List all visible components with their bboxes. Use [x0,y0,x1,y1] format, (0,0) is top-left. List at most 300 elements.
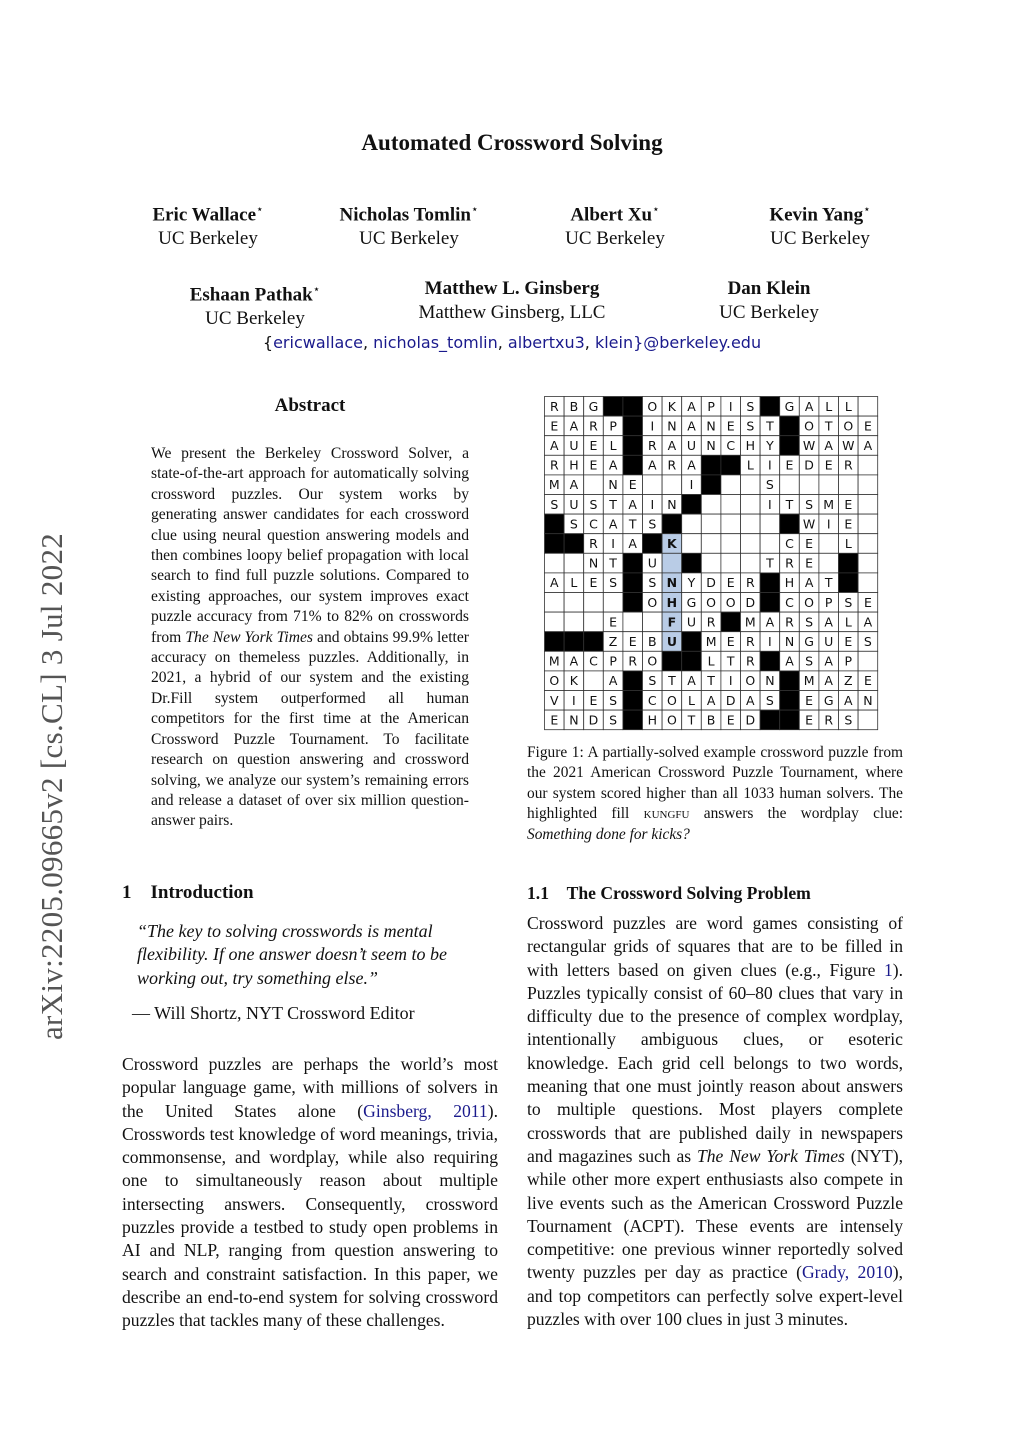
grid-letter: S [765,477,774,493]
grid-letter: R [706,614,716,630]
grid-letter: T [628,516,637,532]
grid-block [623,671,643,691]
epigraph-attribution: — Will Shortz, NYT Crossword Editor [132,1003,415,1023]
grid-letter: R [785,614,794,630]
grid-letter: O [666,692,677,708]
grid-cell [564,593,584,613]
grid-letter: D [804,457,814,473]
grid-block [780,436,800,456]
equal-contrib-mark: ⋆ [470,202,479,216]
grid-letter: H [569,457,579,473]
grid-cell [721,475,741,495]
grid-letter: E [726,575,735,591]
author-name: Matthew L. Ginsberg [424,278,600,299]
grid-letter: A [824,438,833,453]
grid-letter: D [745,712,756,728]
grid-letter: O [647,653,658,669]
grid-letter: T [726,653,735,669]
grid-letter: E [550,712,559,728]
grid-letter: T [609,496,617,512]
citation-link[interactable]: Ginsberg, 2011 [363,1100,488,1121]
grid-letter: E [628,634,637,649]
grid-letter: C [647,692,657,708]
email-link[interactable]: nicholas_tomlin [373,333,498,352]
grid-letter: T [609,555,617,571]
grid-letter: B [648,634,657,649]
grid-block [545,534,565,554]
grid-letter: A [804,398,814,414]
grid-letter: I [650,496,655,512]
grid-letter: G [686,594,697,610]
grid-letter: I [826,516,831,532]
grid-letter: T [707,673,715,689]
grid-letter: O [666,712,677,728]
section-heading: 1 Introduction [122,882,254,903]
grid-block [760,593,780,613]
grid-letter: A [667,438,677,453]
grid-letter: T [785,496,794,512]
grid-cell [819,553,839,573]
grid-letter: M [548,653,560,669]
grid-letter: L [707,653,715,669]
grid-cell [682,534,702,554]
grid-block [662,514,682,534]
grid-letter: E [726,712,735,728]
grid-letter: E [844,516,853,532]
author-affiliation: UC Berkeley [359,228,459,250]
grid-block [623,436,643,456]
grid-letter: P [609,653,617,669]
grid-letter: I [611,536,615,551]
grid-block [780,691,800,711]
grid-letter: H [784,575,795,591]
author-name: Eric Wallace [152,204,257,226]
grid-cell [721,534,741,554]
grid-letter: A [844,692,853,708]
grid-letter: K [667,398,677,414]
grid-cell [682,514,702,534]
grid-letter: Y [687,575,696,591]
grid-cell [545,553,565,573]
grid-letter: R [745,634,755,649]
grid-cell [819,475,839,495]
grid-letter: O [843,418,854,434]
grid-cell [858,534,878,554]
grid-cell [858,475,878,495]
figure-ref-link[interactable]: 1 [883,959,893,980]
grid-cell [701,514,721,534]
equal-contrib-mark: ⋆ [652,202,660,216]
author-affiliation: UC Berkeley [719,302,819,323]
grid-block [564,534,584,554]
grid-block [584,632,604,652]
grid-block [780,416,800,436]
grid-letter: U [666,634,677,649]
grid-letter: U [647,555,657,571]
grid-letter: P [844,653,853,669]
grid-cell [721,553,741,573]
grid-letter: A [824,653,833,669]
grid-letter: A [746,692,755,708]
grid-letter: R [745,653,755,669]
grid-letter: N [706,438,716,453]
grid-letter: A [550,575,559,591]
grid-cell [741,514,761,534]
grid-cell [760,514,780,534]
author-name: Eshaan Pathak [189,284,313,306]
grid-letter: T [766,418,774,434]
grid-letter: E [785,457,794,473]
grid-letter: A [824,614,833,630]
arxiv-stamp: arXiv:2205.09665v2 [cs.CL] 3 Jul 2022 [34,532,69,1040]
grid-letter: T [824,575,833,591]
grid-letter: I [650,418,655,434]
grid-letter: M [744,614,756,630]
grid-letter: T [766,555,774,571]
abstract-heading: Abstract [274,395,346,416]
grid-letter: E [609,614,618,630]
grid-letter: R [785,555,794,571]
grid-block [623,691,643,711]
grid-letter: D [588,712,599,728]
grid-letter: M [548,477,560,493]
grid-block [662,651,682,671]
grid-letter: E [824,457,833,473]
grid-cell [858,553,878,573]
grid-letter: A [687,398,696,414]
grid-letter: A [687,673,696,689]
author-emails: {ericwallace, nicholas_tomlin, albertxu3, klein}@berkeley.edu [262,333,762,352]
grid-letter: M [705,634,717,649]
grid-letter: R [589,418,598,434]
grid-letter: D [745,594,756,610]
grid-letter: E [589,575,598,591]
grid-cell [780,475,800,495]
author-block [730,197,910,251]
grid-letter: E [589,692,598,708]
grid-block [701,455,721,475]
grid-letter: G [823,692,834,708]
grid-letter: A [804,575,814,591]
author-name: Nicholas Tomlin [339,204,471,226]
section-paragraph: Crossword puzzles are word games consisting of rectangular grids of squares that are to be filled in with letters based on given clues (e.g., Figure 1). Puzzles typically consist of 60–80 clues that vary in difficulty due to the presence of complex wordplay, intentionally ambiguous clues, or esoteric knowledge. Each grid cell belongs to two words, meaning that one must jointly reason about answers to multiple questions. Most players complete crosswords that are published daily in newspapers and magazines such as The New York Times (NYT), while other more expert enthusiasts also compete in live events such as the American Crossword Puzzle Tournament (ACPT). These events are intensely competitive: one previous winner reportedly solved twenty puzzles per day as practice (Grady, 2010), and top competitors can perfectly solve expert-level puzzles with over 100 clues in just 3 minutes. [527,913,903,1330]
grid-cell [741,534,761,554]
grid-letter: E [863,594,872,610]
grid-block [643,534,663,554]
grid-letter: N [706,418,716,434]
grid-block [682,651,702,671]
grid-block [780,514,800,534]
grid-block [623,593,643,613]
grid-letter: N [667,496,677,512]
grid-letter: L [844,614,852,630]
grid-letter: O [745,673,756,689]
grid-letter: S [648,575,657,591]
grid-cell [858,455,878,475]
grid-letter: U [686,614,697,630]
grid-letter: R [824,712,834,728]
grid-block [623,416,643,436]
grid-cell [741,495,761,515]
author-name: Kevin Yang [769,204,864,226]
grid-letter: H [647,712,658,728]
grid-letter: E [863,418,872,434]
subsection-heading: 1.1 The Crossword Solving Problem [527,883,811,903]
grid-block [545,514,565,534]
grid-letter: F [667,614,677,630]
grid-block [682,553,702,573]
grid-letter: A [550,438,559,453]
email-link[interactable]: klein [594,333,634,352]
grid-letter: R [745,575,755,591]
grid-block [780,671,800,691]
grid-letter: R [549,398,559,414]
author-block [525,197,705,251]
grid-cell [564,553,584,573]
grid-block [839,553,859,573]
grid-letter: C [589,653,598,669]
grid-letter: S [648,673,657,689]
grid-letter: U [686,438,697,453]
grid-letter: U [569,496,579,512]
grid-letter: C [785,536,794,551]
grid-letter: E [726,634,735,649]
grid-cell [819,534,839,554]
grid-cell [603,593,623,613]
grid-letter: A [608,457,618,473]
grid-letter: L [844,536,852,551]
grid-letter: Z [844,673,853,689]
citation-link[interactable]: Grady, 2010 [801,1262,893,1283]
grid-block [839,573,859,593]
grid-letter: S [863,634,872,649]
grid-cell [741,475,761,495]
grid-block [603,397,623,417]
grid-letter: S [609,575,618,591]
grid-letter: O [647,594,658,610]
equal-contrib-mark: ⋆ [863,202,871,216]
grid-letter: A [608,673,618,689]
grid-letter: G [804,634,814,649]
grid-cell [721,495,741,515]
grid-cell [584,671,604,691]
grid-letter: O [647,398,658,414]
grid-letter: E [805,692,814,708]
author-block [118,197,298,251]
grid-letter: E [628,477,637,493]
grid-block [682,632,702,652]
grid-cell [799,475,819,495]
grid-cell [858,710,878,730]
grid-letter: W [842,438,855,453]
grid-letter: K [569,673,579,689]
grid-letter: E [844,634,853,649]
grid-letter: I [572,692,576,708]
grid-block [682,495,702,515]
grid-block [564,632,584,652]
grid-letter: N [863,692,873,708]
grid-letter: O [706,594,717,610]
grid-cell [858,495,878,515]
grid-letter: A [628,536,637,551]
grid-cell [741,553,761,573]
grid-letter: E [589,438,598,453]
grid-letter: H [745,438,756,453]
grid-letter: V [550,692,559,708]
grid-letter: S [844,594,853,610]
grid-block [623,710,643,730]
grid-letter: L [825,398,833,414]
grid-letter: D [725,692,736,708]
grid-letter: O [549,673,560,689]
grid-letter: S [746,418,755,434]
grid-letter: O [804,594,815,610]
author-name: Dan Klein [727,278,811,299]
grid-block [780,710,800,730]
crossword-grid [544,396,881,731]
grid-letter: R [628,653,638,669]
grid-letter: L [746,457,754,473]
grid-cell [643,612,663,632]
author-affiliation: UC Berkeley [565,228,665,250]
grid-cell [643,475,663,495]
equal-contrib-mark: ⋆ [256,202,264,216]
grid-letter: A [765,614,775,630]
grid-cell [701,495,721,515]
grid-letter: P [824,594,833,610]
grid-letter: P [609,418,617,434]
grid-cell [662,553,682,573]
author-block [679,277,859,325]
grid-letter: S [844,712,853,728]
grid-letter: N [784,634,795,649]
grid-letter: A [785,653,794,669]
grid-letter: O [725,594,736,610]
grid-letter: K [667,536,677,551]
grid-block [760,573,780,593]
grid-block [623,455,643,475]
equal-contrib-mark: ⋆ [312,282,321,296]
figure-caption: Figure 1: A partially-solved example crossword puzzle from the 2021 American Crossword Puzzle Tournament, where our system scored higher than all 1033 human solvers. The highlighted fill kungfu answers the wordplay clue: Something done for kicks? [527,744,903,843]
grid-letter: M [823,496,835,512]
grid-letter: S [550,496,559,512]
grid-letter: P [707,398,715,414]
grid-letter: A [569,477,579,493]
author-affiliation: UC Berkeley [770,228,870,250]
grid-block [760,651,780,671]
grid-letter: E [863,673,872,689]
grid-letter: L [844,398,852,414]
grid-letter: A [687,457,696,473]
grid-letter: R [843,457,853,473]
grid-letter: W [802,438,816,453]
grid-letter: E [844,496,853,512]
grid-cell [760,534,780,554]
author-affiliation: UC Berkeley [205,308,305,330]
grid-letter: S [609,692,618,708]
grid-letter: I [768,634,772,649]
grid-letter: O [804,418,815,434]
email-link[interactable]: ericwallace [273,333,363,352]
grid-letter: A [569,653,579,669]
grid-letter: L [570,575,578,591]
grid-block [760,710,780,730]
grid-cell [858,651,878,671]
grid-letter: G [784,398,795,414]
grid-block [721,455,741,475]
grid-letter: S [648,516,657,532]
author-block [165,277,345,331]
grid-letter: S [746,398,755,414]
grid-cell [662,475,682,495]
grid-block [760,397,780,417]
grid-letter: D [706,575,716,591]
grid-letter: E [589,457,598,473]
grid-letter: I [768,457,772,473]
grid-letter: N [569,712,579,728]
grid-letter: N [588,555,599,571]
grid-letter: R [667,457,677,473]
grid-letter: C [589,516,598,532]
author-affiliation: Matthew Ginsberg, LLC [418,302,606,323]
grid-letter: S [805,614,814,630]
intro-paragraph: Crossword puzzles are perhaps the world’s most popular language game, with millions of solvers in the United States alone (Ginsberg, 2011). Crosswords test knowledge of word meanings, trivia, commonsense, and wordplay, while also requiring one to simultaneously reason about multiple intersecting answers. Consequently, crossword puzzles provide a testbed to study open problems in AI and NLP, ranging from question answering to search and constraint satisfaction. In this paper, we describe an end-to-end system for solving crossword puzzles that tackles many of these challenges. [122,1054,498,1331]
grid-letter: N [765,673,775,689]
grid-letter: H [666,594,678,610]
grid-letter: S [765,692,774,708]
author-block [392,277,632,325]
grid-letter: C [785,594,794,610]
grid-letter: R [589,536,598,551]
grid-letter: A [648,457,657,473]
grid-cell [701,534,721,554]
grid-letter: W [802,516,816,532]
grid-cell [858,397,878,417]
grid-letter: E [805,712,814,728]
grid-letter: B [569,398,579,414]
grid-letter: E [726,418,735,434]
grid-letter: Z [608,634,618,649]
grid-letter: A [628,496,637,512]
paper-title: Automated Crossword Solving [361,130,663,155]
grid-cell [545,593,565,613]
grid-cell [858,573,878,593]
grid-letter: A [824,673,833,689]
grid-block [623,397,643,417]
grid-letter: I [689,477,694,493]
grid-block [623,573,643,593]
grid-cell [545,612,565,632]
grid-block [721,612,741,632]
grid-cell [858,514,878,534]
grid-letter: I [768,496,772,512]
grid-letter: B [706,712,716,728]
grid-cell [564,612,584,632]
grid-letter: R [647,438,657,453]
grid-letter: T [824,418,833,434]
grid-cell [701,553,721,573]
abstract-text: We present the Berkeley Crossword Solver, a state-of-the-art approach for automatically solving crossword puzzles. Our system works by generating answer candidates for each crossword clue using neural question answering models and then combines loopy belief propagation with local search to find full puzzle solutions. Compared to existing approaches, our system improves exact puzzle accuracy from 71% to 82% on crosswords from The New York Times and obtains 99.9% letter accuracy on themeless puzzles. Additionally, in 2021, a hybrid of our system and the existing Dr.Fill system outperformed all human competitors for the first time at the American Crossword Puzzle Tournament. To facilitate research on question answering and crossword solving, we analyze our system’s remaining errors and release a dataset of over six million question-answer pairs. [151,445,470,830]
grid-cell [623,612,643,632]
author-block [309,197,509,251]
grid-cell [584,612,604,632]
grid-cell [839,475,859,495]
grid-letter: L [688,692,695,708]
grid-letter: N [667,418,677,434]
grid-block [701,475,721,495]
grid-letter: E [550,418,559,434]
email-link[interactable]: albertxu3 [507,333,585,352]
